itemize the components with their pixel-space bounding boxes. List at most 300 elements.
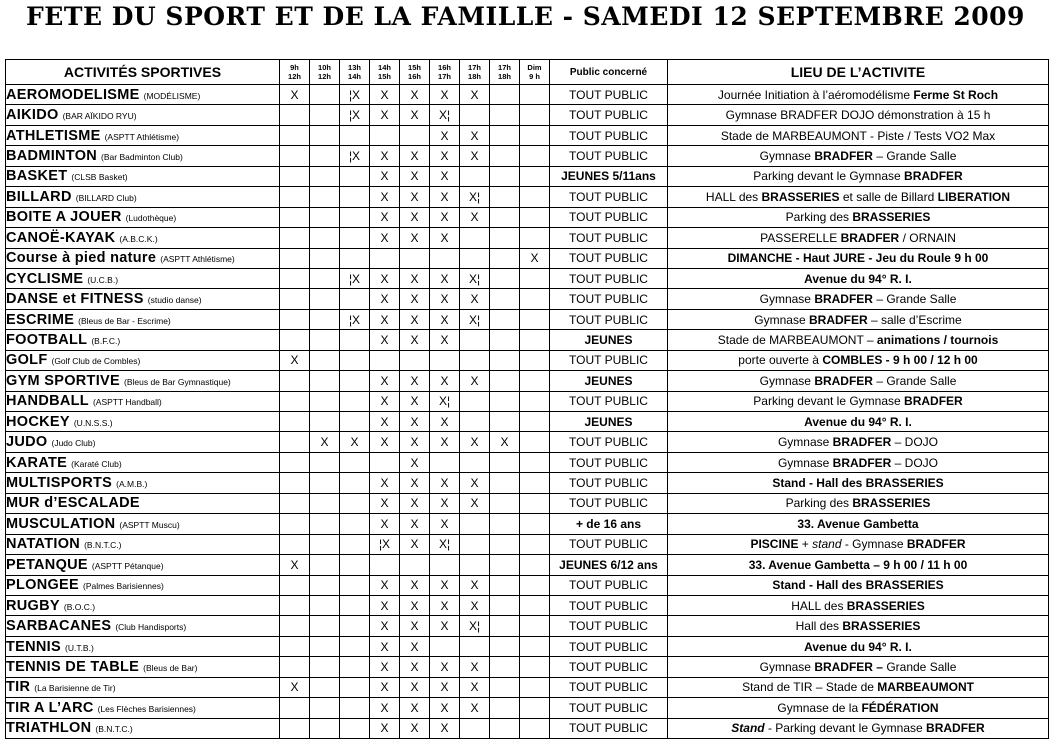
location-text: Parking devant le Gymnase	[753, 394, 905, 409]
club-name: (BILLARD Club)	[75, 192, 137, 203]
time-slot-mark: X	[430, 268, 460, 288]
location-text: DIMANCHE - Haut JURE - Jeu du Roule 9 h 00	[727, 251, 989, 266]
location-cell	[668, 268, 1049, 288]
time-slot-mark: X	[370, 187, 400, 207]
time-slot-mark: X	[400, 309, 430, 329]
time-slot-mark	[340, 514, 370, 534]
location-text: animations / tournois	[876, 332, 999, 347]
location-text: MARBEAUMONT	[877, 680, 974, 695]
activity-name: SARBACANES	[6, 618, 112, 635]
time-slot-mark: X	[430, 330, 460, 350]
public-cell: + de 16 ans	[550, 514, 668, 534]
club-name: (Bleus de Bar Gymnastique)	[123, 376, 231, 387]
location-text: BRADFER	[814, 292, 873, 307]
location-text: +	[798, 537, 813, 552]
location-cell	[668, 371, 1049, 391]
location-cell	[668, 248, 1049, 268]
slot-header: 13h 14h	[340, 60, 370, 85]
time-slot-mark: X	[370, 677, 400, 697]
time-slot-mark	[280, 698, 310, 718]
time-slot-mark: X	[460, 371, 490, 391]
time-slot-mark: X	[370, 207, 400, 227]
time-slot-mark	[310, 616, 340, 636]
public-cell: TOUT PUBLIC	[550, 289, 668, 309]
time-slot-mark: X	[460, 657, 490, 677]
public-cell: JEUNES	[550, 412, 668, 432]
time-slot-mark	[340, 228, 370, 248]
time-slot-mark	[310, 146, 340, 166]
location-text: BRADFER	[814, 373, 873, 388]
time-slot-mark: X	[430, 125, 460, 145]
location-text: BRADFER	[906, 537, 966, 552]
activity-cell	[6, 595, 280, 615]
location-text: Journée Initiation à l’aéromodélisme	[717, 87, 914, 102]
club-name: (B.N.T.C.)	[84, 540, 122, 551]
club-name: (Palmes Barisiennes)	[83, 581, 164, 592]
time-slot-mark	[490, 248, 520, 268]
time-slot-mark	[340, 555, 370, 575]
time-slot-mark: X	[490, 432, 520, 452]
location-text: 33. Avenue Gambetta – 9 h 00 / 11 h 00	[748, 557, 968, 572]
time-slot-mark: X	[370, 371, 400, 391]
time-slot-mark: X	[430, 289, 460, 309]
public-cell: JEUNES	[550, 371, 668, 391]
time-slot-mark: X	[370, 493, 400, 513]
time-slot-mark	[520, 514, 550, 534]
table-row	[6, 391, 1049, 411]
time-slot-mark	[460, 452, 490, 472]
time-slot-mark: X¦	[430, 391, 460, 411]
club-name: (Judo Club)	[51, 438, 96, 449]
time-slot-mark	[310, 125, 340, 145]
activity-name: ESCRIME	[6, 311, 75, 328]
activity-name: NATATION	[6, 536, 81, 553]
time-slot-mark: X¦	[460, 187, 490, 207]
time-slot-mark	[280, 452, 310, 472]
public-cell: TOUT PUBLIC	[550, 391, 668, 411]
time-slot-mark	[370, 452, 400, 472]
table-row	[6, 636, 1049, 656]
location-cell	[668, 514, 1049, 534]
time-slot-mark: X	[520, 248, 550, 268]
time-slot-mark	[280, 187, 310, 207]
time-slot-mark	[490, 595, 520, 615]
time-slot-mark	[280, 657, 310, 677]
time-slot-mark: X	[430, 677, 460, 697]
time-slot-mark	[340, 657, 370, 677]
location-text: BRADFER	[832, 455, 892, 470]
table-row	[6, 452, 1049, 472]
time-slot-mark	[520, 309, 550, 329]
time-slot-mark	[490, 575, 520, 595]
club-name: (Les Flèches Barisiennes)	[97, 703, 196, 714]
time-slot-mark: X	[400, 718, 430, 738]
time-slot-mark	[460, 534, 490, 554]
time-slot-mark: X	[400, 657, 430, 677]
time-slot-mark	[340, 534, 370, 554]
time-slot-mark	[490, 289, 520, 309]
time-slot-mark	[280, 493, 310, 513]
time-slot-mark	[520, 228, 550, 248]
location-text: Stand de TIR – Stade de	[742, 680, 878, 695]
time-slot-mark	[520, 493, 550, 513]
time-slot-mark: X	[370, 595, 400, 615]
location-cell	[668, 616, 1049, 636]
location-text: BRASSERIES	[852, 210, 931, 225]
table-row	[6, 309, 1049, 329]
table-row	[6, 105, 1049, 125]
location-text: LIBERATION	[937, 189, 1011, 204]
location-text: / ORNAIN	[899, 230, 956, 245]
time-slot-mark	[490, 85, 520, 105]
location-text: Ferme St Roch	[913, 87, 999, 102]
time-slot-mark: X	[280, 677, 310, 697]
location-text: porte ouverte à	[738, 353, 823, 368]
club-name: (Bleus de Bar - Escrime)	[78, 315, 171, 326]
location-text: BRASSERIES	[852, 496, 931, 511]
location-cell	[668, 309, 1049, 329]
time-slot-mark: X	[400, 146, 430, 166]
activity-name: PETANQUE	[6, 556, 88, 573]
activity-cell	[6, 493, 280, 513]
club-name: (B.F.C.)	[91, 335, 121, 346]
activity-name: GOLF	[6, 352, 48, 369]
activity-cell	[6, 125, 280, 145]
table-row	[6, 595, 1049, 615]
time-slot-mark: X	[430, 514, 460, 534]
time-slot-mark	[310, 207, 340, 227]
time-slot-mark	[490, 636, 520, 656]
activity-cell	[6, 309, 280, 329]
time-slot-mark: X	[430, 657, 460, 677]
location-text: HALL des	[705, 189, 762, 204]
time-slot-mark	[340, 698, 370, 718]
time-slot-mark	[490, 493, 520, 513]
table-row	[6, 187, 1049, 207]
slot-header: 9h 12h	[280, 60, 310, 85]
time-slot-mark: X	[400, 575, 430, 595]
table-row	[6, 85, 1049, 105]
activity-name: HOCKEY	[6, 413, 70, 430]
time-slot-mark: X	[430, 698, 460, 718]
slot-header: 17h 18h	[460, 60, 490, 85]
time-slot-mark: X	[400, 677, 430, 697]
public-cell: TOUT PUBLIC	[550, 698, 668, 718]
location-text: - 9 h 00 / 12 h 00	[882, 353, 978, 368]
time-slot-mark	[280, 473, 310, 493]
time-slot-mark: X¦	[460, 309, 490, 329]
time-slot-mark	[340, 575, 370, 595]
time-slot-mark: X	[370, 616, 400, 636]
time-slot-mark: X	[430, 473, 460, 493]
time-slot-mark: X	[460, 575, 490, 595]
time-slot-mark	[340, 187, 370, 207]
time-slot-mark: X	[370, 473, 400, 493]
time-slot-mark	[370, 125, 400, 145]
time-slot-mark: X	[400, 289, 430, 309]
activity-cell	[6, 330, 280, 350]
time-slot-mark	[340, 595, 370, 615]
activity-cell	[6, 412, 280, 432]
time-slot-mark	[520, 473, 550, 493]
time-slot-mark	[340, 616, 370, 636]
time-slot-mark	[430, 555, 460, 575]
time-slot-mark	[490, 166, 520, 186]
location-cell	[668, 575, 1049, 595]
time-slot-mark	[520, 718, 550, 738]
time-slot-mark: X	[400, 330, 430, 350]
club-name: (Bar Badminton Club)	[101, 152, 183, 163]
time-slot-mark: X	[400, 371, 430, 391]
time-slot-mark	[520, 146, 550, 166]
time-slot-mark	[310, 575, 340, 595]
table-row	[6, 371, 1049, 391]
time-slot-mark	[460, 330, 490, 350]
time-slot-mark: X	[400, 636, 430, 656]
time-slot-mark: X¦	[430, 534, 460, 554]
time-slot-mark	[340, 718, 370, 738]
activity-cell	[6, 85, 280, 105]
activity-name: HANDBALL	[6, 393, 89, 410]
activity-name: MULTISPORTS	[6, 475, 113, 492]
time-slot-mark: X	[430, 207, 460, 227]
activity-name: MUR d’ESCALADE	[6, 495, 140, 512]
time-slot-mark	[280, 575, 310, 595]
location-text: – salle d’Escrime	[867, 312, 962, 327]
activity-cell	[6, 371, 280, 391]
activity-name: TRIATHLON	[6, 720, 92, 737]
time-slot-mark	[490, 677, 520, 697]
slot-header: 15h 16h	[400, 60, 430, 85]
public-cell: TOUT PUBLIC	[550, 657, 668, 677]
time-slot-mark	[340, 330, 370, 350]
activity-name: BADMINTON	[6, 148, 98, 165]
public-cell: TOUT PUBLIC	[550, 718, 668, 738]
activity-name: MUSCULATION	[6, 515, 116, 532]
time-slot-mark	[340, 473, 370, 493]
location-text: BRADFER	[904, 394, 963, 409]
time-slot-mark: X	[400, 207, 430, 227]
location-text: Stand - Hall des BRASSERIES	[772, 578, 944, 593]
time-slot-mark: X	[400, 616, 430, 636]
table-row	[6, 555, 1049, 575]
time-slot-mark: X	[430, 166, 460, 186]
time-slot-mark	[490, 698, 520, 718]
location-text: BRADFER –	[814, 659, 887, 674]
activity-name: ATHLETISME	[6, 127, 101, 144]
location-text: Parking des	[785, 496, 853, 511]
time-slot-mark: X	[370, 636, 400, 656]
time-slot-mark	[400, 555, 430, 575]
table-row	[6, 514, 1049, 534]
time-slot-mark	[280, 636, 310, 656]
location-text: BRASSERIES	[846, 598, 925, 613]
time-slot-mark: X	[370, 166, 400, 186]
table-row	[6, 289, 1049, 309]
table-row	[6, 432, 1049, 452]
public-cell: TOUT PUBLIC	[550, 125, 668, 145]
time-slot-mark	[310, 595, 340, 615]
club-name: (MODÉLISME)	[143, 90, 201, 101]
time-slot-mark: X	[460, 207, 490, 227]
public-cell: TOUT PUBLIC	[550, 452, 668, 472]
time-slot-mark: X	[400, 187, 430, 207]
location-text: – Grande Salle	[872, 373, 957, 388]
activity-cell	[6, 268, 280, 288]
activity-cell	[6, 698, 280, 718]
time-slot-mark	[490, 412, 520, 432]
location-text: Gymnase BRADFER DOJO démonstration à 15 h	[725, 108, 991, 123]
time-slot-mark	[520, 575, 550, 595]
location-cell	[668, 718, 1049, 738]
time-slot-mark	[310, 330, 340, 350]
activity-cell	[6, 657, 280, 677]
location-cell	[668, 473, 1049, 493]
time-slot-mark	[310, 677, 340, 697]
location-text: BRADFER	[808, 312, 868, 327]
time-slot-mark	[340, 248, 370, 268]
location-cell	[668, 698, 1049, 718]
time-slot-mark	[370, 350, 400, 370]
time-slot-mark: ¦X	[340, 309, 370, 329]
location-text: Gymnase	[759, 292, 815, 307]
table-row	[6, 228, 1049, 248]
public-cell: TOUT PUBLIC	[550, 268, 668, 288]
time-slot-mark	[310, 228, 340, 248]
time-slot-mark	[490, 207, 520, 227]
activity-name: BILLARD	[6, 188, 72, 205]
time-slot-mark	[340, 289, 370, 309]
time-slot-mark: X	[340, 432, 370, 452]
time-slot-mark	[460, 555, 490, 575]
slot-header: 10h 12h	[310, 60, 340, 85]
time-slot-mark: X	[460, 473, 490, 493]
activity-cell	[6, 432, 280, 452]
time-slot-mark	[280, 514, 310, 534]
public-cell: JEUNES 6/12 ans	[550, 555, 668, 575]
location-cell	[668, 125, 1049, 145]
time-slot-mark	[340, 636, 370, 656]
time-slot-mark	[490, 718, 520, 738]
location-cell	[668, 391, 1049, 411]
activity-cell	[6, 166, 280, 186]
location-text: - Parking devant le Gymnase	[764, 721, 927, 736]
time-slot-mark: X	[370, 268, 400, 288]
club-name: (Club Handisports)	[115, 622, 187, 633]
time-slot-mark	[280, 616, 310, 636]
activity-cell	[6, 248, 280, 268]
time-slot-mark	[310, 187, 340, 207]
time-slot-mark: X	[400, 473, 430, 493]
activity-cell	[6, 105, 280, 125]
location-text: – Grande Salle	[872, 292, 957, 307]
activity-cell	[6, 146, 280, 166]
activity-name: TENNIS DE TABLE	[6, 658, 140, 675]
table-row	[6, 166, 1049, 186]
time-slot-mark	[430, 350, 460, 370]
club-name: (ASPTT Athlétisme)	[160, 254, 235, 265]
public-cell: TOUT PUBLIC	[550, 207, 668, 227]
club-name: (B.O.C.)	[63, 601, 96, 612]
location-text: Gymnase	[777, 435, 833, 450]
time-slot-mark	[490, 187, 520, 207]
club-name: (Karaté Club)	[71, 458, 122, 469]
location-cell	[668, 350, 1049, 370]
time-slot-mark	[520, 595, 550, 615]
activity-cell	[6, 575, 280, 595]
time-slot-mark: X	[430, 371, 460, 391]
club-name: (A.M.B.)	[116, 479, 148, 490]
time-slot-mark: X	[280, 85, 310, 105]
activity-cell	[6, 555, 280, 575]
activity-name: CYCLISME	[6, 270, 84, 287]
public-cell: TOUT PUBLIC	[550, 534, 668, 554]
club-name: (A.B.C.K.)	[119, 233, 158, 244]
time-slot-mark: X	[400, 228, 430, 248]
location-cell	[668, 595, 1049, 615]
public-cell: TOUT PUBLIC	[550, 432, 668, 452]
activity-cell	[6, 636, 280, 656]
time-slot-mark	[340, 350, 370, 370]
location-cell	[668, 289, 1049, 309]
location-text: Gymnase	[754, 312, 809, 327]
location-text: Gymnase de la	[777, 700, 862, 715]
time-slot-mark	[340, 391, 370, 411]
activity-name: RUGBY	[6, 597, 60, 614]
time-slot-mark	[490, 309, 520, 329]
time-slot-mark	[520, 432, 550, 452]
location-text: BRADFER	[840, 230, 900, 245]
public-cell: TOUT PUBLIC	[550, 677, 668, 697]
time-slot-mark	[520, 166, 550, 186]
time-slot-mark	[490, 616, 520, 636]
time-slot-mark	[310, 555, 340, 575]
club-name: (U.N.S.S.)	[73, 417, 113, 428]
time-slot-mark	[310, 371, 340, 391]
public-cell: TOUT PUBLIC	[550, 350, 668, 370]
club-name: (ASPTT Handball)	[92, 397, 162, 408]
time-slot-mark	[280, 412, 310, 432]
time-slot-mark	[310, 636, 340, 656]
time-slot-mark: X	[400, 432, 430, 452]
time-slot-mark: X	[460, 677, 490, 697]
club-name: (studio danse)	[147, 295, 202, 306]
page-title: FETE DU SPORT ET DE LA FAMILLE - SAMEDI 12 SEPTEMBRE 2009	[26, 2, 1025, 31]
activity-cell	[6, 718, 280, 738]
table-row	[6, 248, 1049, 268]
activity-name: TIR	[6, 679, 31, 696]
slot-header: 17h 18h	[490, 60, 520, 85]
location-text: BRASSERIES	[842, 619, 921, 634]
time-slot-mark	[310, 248, 340, 268]
time-slot-mark	[460, 718, 490, 738]
time-slot-mark: X	[460, 125, 490, 145]
club-name: (ASPTT Athlétisme)	[104, 131, 180, 142]
activity-name: PLONGEE	[6, 577, 79, 594]
location-text: BRADFER	[926, 721, 985, 736]
time-slot-mark: X	[430, 595, 460, 615]
public-cell: JEUNES	[550, 330, 668, 350]
time-slot-mark	[280, 248, 310, 268]
time-slot-mark: X	[310, 432, 340, 452]
time-slot-mark	[280, 432, 310, 452]
time-slot-mark	[460, 514, 490, 534]
location-text: – DOJO	[891, 435, 939, 450]
time-slot-mark	[310, 105, 340, 125]
activity-name: TENNIS	[6, 638, 61, 655]
time-slot-mark	[310, 698, 340, 718]
time-slot-mark: X	[370, 330, 400, 350]
